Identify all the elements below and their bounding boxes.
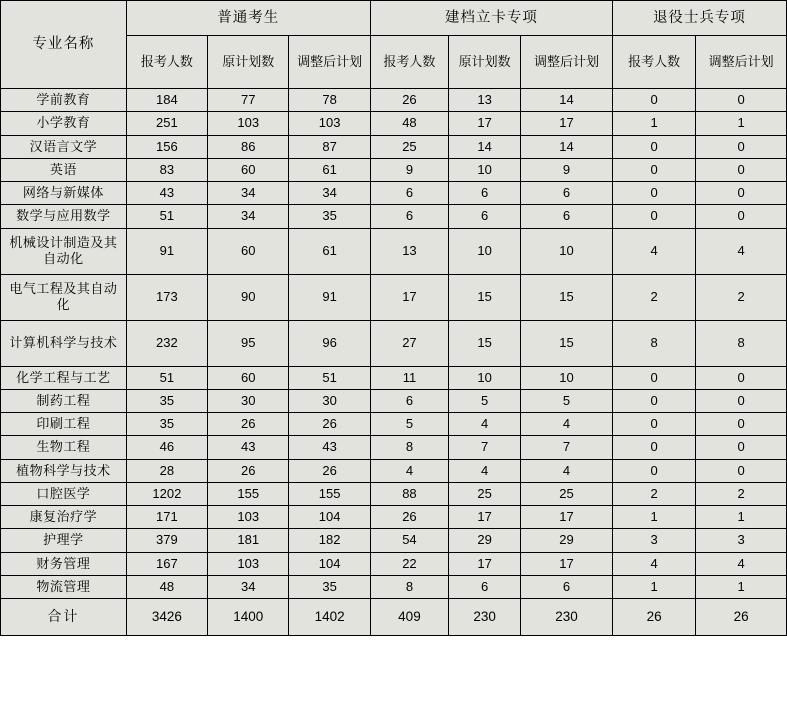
cell-value: 88 xyxy=(370,482,448,505)
cell-value: 0 xyxy=(696,436,787,459)
cell-value: 1 xyxy=(696,575,787,598)
cell-value: 4 xyxy=(612,552,695,575)
cell-value: 17 xyxy=(370,274,448,320)
cell-value: 2 xyxy=(696,274,787,320)
cell-value: 6 xyxy=(449,182,521,205)
table-row xyxy=(1,228,787,274)
table-row xyxy=(1,135,787,158)
cell-value: 29 xyxy=(449,529,521,552)
cell-value: 10 xyxy=(449,158,521,181)
column-header-poverty-adjusted-plan: 调整后计划 xyxy=(521,36,613,89)
cell-value: 96 xyxy=(289,320,370,366)
cell-value: 8 xyxy=(370,575,448,598)
cell-value: 54 xyxy=(370,529,448,552)
cell-value: 6 xyxy=(521,182,613,205)
cell-value: 9 xyxy=(521,158,613,181)
column-group-veteran-program: 退役士兵专项 xyxy=(612,1,786,36)
cell-value: 6 xyxy=(370,389,448,412)
cell-value: 6 xyxy=(370,205,448,228)
column-header-major-name: 专业名称 xyxy=(1,1,127,89)
cell-value: 0 xyxy=(612,182,695,205)
cell-value: 3 xyxy=(696,529,787,552)
cell-total-value: 26 xyxy=(612,599,695,636)
cell-value: 51 xyxy=(126,205,207,228)
cell-major-name: 制药工程 xyxy=(1,389,127,412)
table-row xyxy=(1,482,787,505)
cell-value: 22 xyxy=(370,552,448,575)
cell-total-value: 1402 xyxy=(289,599,370,636)
cell-value: 15 xyxy=(449,320,521,366)
column-header-general-applicants: 报考人数 xyxy=(126,36,207,89)
cell-value: 156 xyxy=(126,135,207,158)
cell-value: 43 xyxy=(208,436,289,459)
cell-value: 34 xyxy=(208,575,289,598)
cell-total-value: 230 xyxy=(521,599,613,636)
cell-total-value: 3426 xyxy=(126,599,207,636)
cell-value: 8 xyxy=(370,436,448,459)
cell-value: 5 xyxy=(521,389,613,412)
cell-value: 17 xyxy=(521,506,613,529)
cell-value: 91 xyxy=(126,228,207,274)
table-total-row xyxy=(1,599,787,636)
cell-value: 1 xyxy=(696,506,787,529)
cell-value: 60 xyxy=(208,158,289,181)
table-row xyxy=(1,575,787,598)
cell-value: 17 xyxy=(449,506,521,529)
table-row xyxy=(1,205,787,228)
cell-value: 0 xyxy=(696,89,787,112)
cell-value: 91 xyxy=(289,274,370,320)
cell-value: 4 xyxy=(521,459,613,482)
table-row xyxy=(1,436,787,459)
cell-value: 34 xyxy=(208,182,289,205)
cell-value: 77 xyxy=(208,89,289,112)
cell-value: 30 xyxy=(289,389,370,412)
cell-value: 35 xyxy=(289,575,370,598)
table-row xyxy=(1,389,787,412)
cell-value: 1 xyxy=(612,112,695,135)
column-group-general: 普通考生 xyxy=(126,1,370,36)
cell-value: 2 xyxy=(612,274,695,320)
cell-value: 181 xyxy=(208,529,289,552)
cell-value: 0 xyxy=(696,413,787,436)
cell-value: 60 xyxy=(208,228,289,274)
cell-value: 10 xyxy=(521,366,613,389)
cell-value: 6 xyxy=(449,205,521,228)
cell-value: 8 xyxy=(696,320,787,366)
cell-total-value: 1400 xyxy=(208,599,289,636)
cell-value: 0 xyxy=(612,436,695,459)
cell-value: 26 xyxy=(208,459,289,482)
cell-value: 61 xyxy=(289,158,370,181)
cell-value: 182 xyxy=(289,529,370,552)
cell-value: 90 xyxy=(208,274,289,320)
cell-value: 0 xyxy=(612,205,695,228)
cell-value: 0 xyxy=(696,135,787,158)
cell-value: 0 xyxy=(612,389,695,412)
cell-value: 2 xyxy=(696,482,787,505)
cell-value: 95 xyxy=(208,320,289,366)
cell-value: 0 xyxy=(696,158,787,181)
cell-value: 6 xyxy=(370,182,448,205)
cell-value: 171 xyxy=(126,506,207,529)
cell-value: 1202 xyxy=(126,482,207,505)
table-row xyxy=(1,529,787,552)
cell-major-name: 数学与应用数学 xyxy=(1,205,127,228)
cell-major-name: 植物科学与技术 xyxy=(1,459,127,482)
cell-major-name: 英语 xyxy=(1,158,127,181)
table-row xyxy=(1,506,787,529)
cell-value: 34 xyxy=(289,182,370,205)
cell-value: 83 xyxy=(126,158,207,181)
column-header-poverty-applicants: 报考人数 xyxy=(370,36,448,89)
cell-value: 10 xyxy=(521,228,613,274)
cell-value: 0 xyxy=(696,205,787,228)
table-row xyxy=(1,158,787,181)
cell-value: 104 xyxy=(289,506,370,529)
cell-value: 26 xyxy=(370,89,448,112)
cell-value: 60 xyxy=(208,366,289,389)
cell-value: 4 xyxy=(612,228,695,274)
cell-value: 14 xyxy=(521,135,613,158)
cell-value: 232 xyxy=(126,320,207,366)
column-group-poverty-program: 建档立卡专项 xyxy=(370,1,612,36)
cell-value: 6 xyxy=(521,205,613,228)
cell-value: 25 xyxy=(370,135,448,158)
cell-value: 15 xyxy=(449,274,521,320)
cell-value: 1 xyxy=(612,506,695,529)
cell-value: 0 xyxy=(696,459,787,482)
cell-value: 13 xyxy=(449,89,521,112)
cell-value: 17 xyxy=(449,552,521,575)
cell-major-name: 机械设计制造及其自动化 xyxy=(1,228,127,274)
cell-value: 48 xyxy=(126,575,207,598)
cell-value: 30 xyxy=(208,389,289,412)
cell-value: 0 xyxy=(612,413,695,436)
column-header-general-adjusted-plan: 调整后计划 xyxy=(289,36,370,89)
cell-value: 103 xyxy=(208,112,289,135)
cell-major-name: 网络与新媒体 xyxy=(1,182,127,205)
cell-value: 48 xyxy=(370,112,448,135)
cell-total-value: 230 xyxy=(449,599,521,636)
table-row xyxy=(1,413,787,436)
cell-value: 4 xyxy=(696,228,787,274)
table-row xyxy=(1,274,787,320)
cell-value: 29 xyxy=(521,529,613,552)
table-row xyxy=(1,552,787,575)
table-row xyxy=(1,112,787,135)
cell-value: 0 xyxy=(612,135,695,158)
cell-value: 251 xyxy=(126,112,207,135)
cell-value: 15 xyxy=(521,320,613,366)
cell-major-name: 汉语言文学 xyxy=(1,135,127,158)
cell-value: 10 xyxy=(449,366,521,389)
column-header-veteran-applicants: 报考人数 xyxy=(612,36,695,89)
cell-value: 26 xyxy=(289,459,370,482)
cell-value: 155 xyxy=(289,482,370,505)
cell-value: 28 xyxy=(126,459,207,482)
table-head xyxy=(1,1,787,89)
cell-value: 17 xyxy=(521,552,613,575)
cell-value: 10 xyxy=(449,228,521,274)
cell-value: 6 xyxy=(449,575,521,598)
cell-value: 7 xyxy=(449,436,521,459)
cell-value: 27 xyxy=(370,320,448,366)
cell-value: 14 xyxy=(449,135,521,158)
table-row xyxy=(1,366,787,389)
cell-value: 5 xyxy=(370,413,448,436)
cell-value: 43 xyxy=(126,182,207,205)
cell-value: 0 xyxy=(696,366,787,389)
cell-value: 61 xyxy=(289,228,370,274)
cell-value: 35 xyxy=(289,205,370,228)
cell-value: 173 xyxy=(126,274,207,320)
cell-total-label: 合计 xyxy=(1,599,127,636)
cell-value: 0 xyxy=(612,366,695,389)
column-header-veteran-adjusted-plan: 调整后计划 xyxy=(696,36,787,89)
cell-value: 3 xyxy=(612,529,695,552)
cell-value: 184 xyxy=(126,89,207,112)
cell-major-name: 计算机科学与技术 xyxy=(1,320,127,366)
cell-value: 13 xyxy=(370,228,448,274)
cell-value: 86 xyxy=(208,135,289,158)
cell-value: 25 xyxy=(521,482,613,505)
cell-value: 26 xyxy=(208,413,289,436)
cell-value: 0 xyxy=(612,158,695,181)
cell-value: 6 xyxy=(521,575,613,598)
table-body xyxy=(1,89,787,636)
cell-value: 167 xyxy=(126,552,207,575)
cell-major-name: 物流管理 xyxy=(1,575,127,598)
cell-value: 15 xyxy=(521,274,613,320)
cell-value: 103 xyxy=(289,112,370,135)
cell-value: 51 xyxy=(126,366,207,389)
cell-value: 17 xyxy=(521,112,613,135)
cell-value: 25 xyxy=(449,482,521,505)
cell-value: 17 xyxy=(449,112,521,135)
table-row xyxy=(1,182,787,205)
cell-value: 78 xyxy=(289,89,370,112)
cell-value: 2 xyxy=(612,482,695,505)
table-row xyxy=(1,89,787,112)
cell-value: 155 xyxy=(208,482,289,505)
cell-value: 35 xyxy=(126,389,207,412)
cell-value: 9 xyxy=(370,158,448,181)
cell-value: 87 xyxy=(289,135,370,158)
cell-value: 103 xyxy=(208,552,289,575)
cell-value: 14 xyxy=(521,89,613,112)
cell-major-name: 小学教育 xyxy=(1,112,127,135)
cell-major-name: 电气工程及其自动化 xyxy=(1,274,127,320)
cell-value: 0 xyxy=(612,459,695,482)
cell-value: 43 xyxy=(289,436,370,459)
cell-major-name: 学前教育 xyxy=(1,89,127,112)
cell-total-value: 409 xyxy=(370,599,448,636)
cell-major-name: 口腔医学 xyxy=(1,482,127,505)
cell-value: 1 xyxy=(696,112,787,135)
cell-value: 103 xyxy=(208,506,289,529)
cell-value: 11 xyxy=(370,366,448,389)
cell-value: 51 xyxy=(289,366,370,389)
column-header-poverty-original-plan: 原计划数 xyxy=(449,36,521,89)
table-row xyxy=(1,320,787,366)
cell-value: 35 xyxy=(126,413,207,436)
cell-major-name: 护理学 xyxy=(1,529,127,552)
cell-value: 0 xyxy=(696,389,787,412)
cell-value: 4 xyxy=(370,459,448,482)
cell-value: 379 xyxy=(126,529,207,552)
cell-value: 4 xyxy=(449,459,521,482)
cell-major-name: 财务管理 xyxy=(1,552,127,575)
cell-value: 34 xyxy=(208,205,289,228)
cell-total-value: 26 xyxy=(696,599,787,636)
table-header-group-row xyxy=(1,1,787,36)
cell-value: 1 xyxy=(612,575,695,598)
cell-value: 26 xyxy=(289,413,370,436)
table-row xyxy=(1,459,787,482)
cell-value: 26 xyxy=(370,506,448,529)
cell-value: 4 xyxy=(696,552,787,575)
cell-value: 0 xyxy=(696,182,787,205)
cell-value: 4 xyxy=(521,413,613,436)
cell-major-name: 化学工程与工艺 xyxy=(1,366,127,389)
cell-value: 104 xyxy=(289,552,370,575)
cell-major-name: 印刷工程 xyxy=(1,413,127,436)
cell-value: 7 xyxy=(521,436,613,459)
cell-major-name: 康复治疗学 xyxy=(1,506,127,529)
cell-value: 4 xyxy=(449,413,521,436)
cell-value: 0 xyxy=(612,89,695,112)
cell-value: 8 xyxy=(612,320,695,366)
column-header-general-original-plan: 原计划数 xyxy=(208,36,289,89)
cell-value: 46 xyxy=(126,436,207,459)
cell-value: 5 xyxy=(449,389,521,412)
cell-major-name: 生物工程 xyxy=(1,436,127,459)
